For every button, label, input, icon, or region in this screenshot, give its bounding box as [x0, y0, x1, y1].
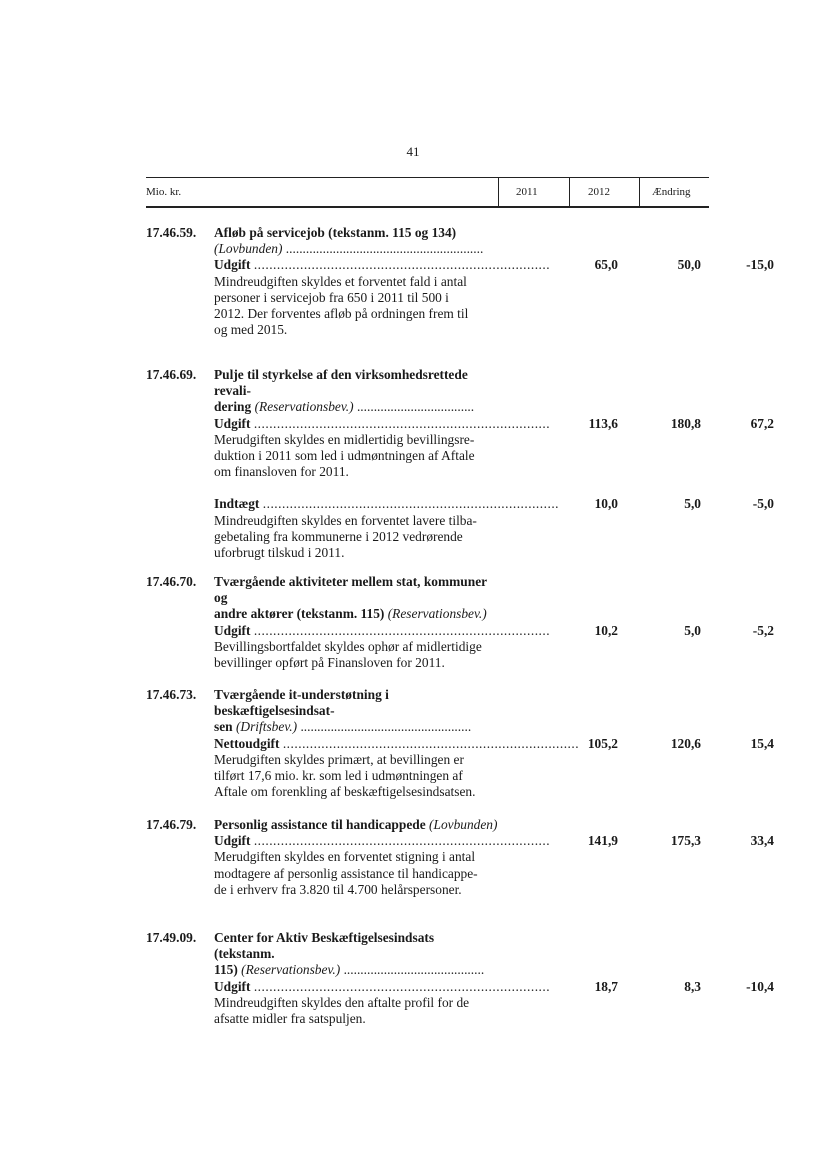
account-code: 17.49.09. [146, 930, 197, 945]
value-2011: 141,9 [587, 833, 618, 849]
header-divider [569, 177, 570, 207]
entry-label: Udgift [214, 978, 251, 994]
section-title: Tværgående aktiviteter mellem stat, kommuner og [214, 574, 487, 606]
value-2012: 50,0 [677, 257, 701, 273]
value-2012: 5,0 [684, 496, 701, 512]
header-divider [639, 177, 640, 207]
header-bottom-rule [146, 206, 709, 208]
account-code: 17.46.59. [146, 225, 197, 240]
entry-description: Mindreudgiften skyldes et forventet fald i antal personer i servicejob fra 650 i 2011 til 500 i 2012. Der forventes afløb på ordningen frem til og med 2015. [214, 273, 469, 338]
entry-label: Nettoudgift [214, 735, 280, 751]
account-code: 17.46.79. [146, 817, 197, 832]
entry-row: Indtægt ............................................................................. 10,0 5,0 -5,0 [214, 496, 774, 512]
account-code: 17.46.70. [146, 574, 197, 589]
section-title: Personlig assistance til handicappede (Lovbunden) [214, 817, 498, 832]
section-title: Pulje til styrkelse af den virksomhedsrettede revali- [214, 367, 468, 399]
value-change: -5,0 [752, 496, 774, 512]
entry-description: Mindreudgiften skyldes den aftalte profil for de afsatte midler fra satspuljen. [214, 994, 470, 1026]
value-change: -15,0 [746, 257, 774, 273]
value-change: -5,2 [752, 622, 774, 638]
value-2012: 175,3 [670, 833, 701, 849]
value-2012: 5,0 [684, 622, 701, 638]
header-top-rule [146, 177, 709, 178]
entry-label: Udgift [214, 415, 251, 431]
entry-row: Nettoudgift ............................................................................. 105,2 120,6 15,4 [214, 735, 774, 751]
entry-description: Merudgiften skyldes en forventet stigning i antal modtagere af personlig assistance til handicappe- de i erhverv fra 3.820 til 4.700 helårspersoner. [214, 849, 478, 897]
value-2012: 8,3 [684, 978, 701, 994]
entry-row: Udgift ............................................................................. 65,0 50,0 -15,0 [214, 257, 774, 273]
value-2011: 105,2 [587, 735, 618, 751]
value-2012: 120,6 [670, 735, 701, 751]
section-title: Center for Aktiv Beskæftigelsesindsats (tekstanm. [214, 930, 435, 962]
entry-row: Udgift ............................................................................. 18,7 8,3 -10,4 [214, 978, 774, 994]
table-header [146, 177, 709, 207]
value-2011: 18,7 [594, 978, 618, 994]
value-change: 15,4 [750, 735, 774, 751]
entry-label: Indtægt [214, 496, 260, 512]
section-type: (Lovbunden) ........................................................... [214, 241, 484, 257]
entry-row: Udgift ............................................................................. 141,9 175,3 33,4 [214, 833, 774, 849]
section-title: andre aktører (tekstanm. 115) (Reservationsbev.) [214, 606, 487, 622]
value-2011: 65,0 [594, 257, 618, 273]
entry-description: Merudgiften skyldes en midlertidig bevillingsre- duktion i 2011 som led i udmøntningen af Aftale om finansloven for 2011. [214, 431, 475, 480]
account-code: 17.46.69. [146, 367, 197, 382]
section-title: Afløb på servicejob (tekstanm. 115 og 134) [214, 225, 457, 240]
header-2011: 2011 [516, 186, 538, 198]
header-unit: Mio. kr. [146, 186, 182, 198]
entry-description: Merudgiften skyldes primært, at bevillingen er tilført 17,6 mio. kr. som led i udmøntningen af Aftale om forenkling af beskæftigelsesindsatsen. [214, 751, 476, 800]
entry-description: Bevillingsbortfaldet skyldes ophør af midlertidige bevillinger opført på Finansloven for 2011. [214, 638, 482, 670]
account-code: 17.46.73. [146, 687, 197, 702]
entry-label: Udgift [214, 622, 251, 638]
value-2011: 10,0 [594, 496, 618, 512]
section-title: sen (Driftsbev.) ................................................... [214, 719, 472, 735]
value-change: 33,4 [750, 833, 774, 849]
entry-row: Udgift ............................................................................. 10,2 5,0 -5,2 [214, 622, 774, 638]
header-divider [498, 177, 499, 207]
section-title: dering (Reservationsbev.) ................................... [214, 399, 475, 415]
header-change: Ændring [652, 186, 691, 198]
page-number: 41 [406, 144, 420, 159]
entry-description: Mindreudgiften skyldes en forventet lavere tilba- gebetaling fra kommunerne i 2012 vedrørende uforbrugt tilskud i 2011. [214, 512, 477, 560]
entry-label: Udgift [214, 833, 251, 849]
value-change: 67,2 [750, 415, 774, 431]
section-title: Tværgående it-understøtning i beskæftigelsesindsat- [214, 687, 389, 719]
value-2012: 180,8 [670, 415, 701, 431]
value-change: -10,4 [746, 978, 774, 994]
value-2011: 113,6 [588, 415, 618, 431]
entry-row: Udgift ............................................................................. 113,6 180,8 67,2 [214, 415, 774, 431]
entry-label: Udgift [214, 257, 251, 273]
header-2012: 2012 [588, 186, 610, 198]
section-title: 115) (Reservationsbev.) .......................................... [214, 962, 485, 978]
value-2011: 10,2 [594, 622, 618, 638]
